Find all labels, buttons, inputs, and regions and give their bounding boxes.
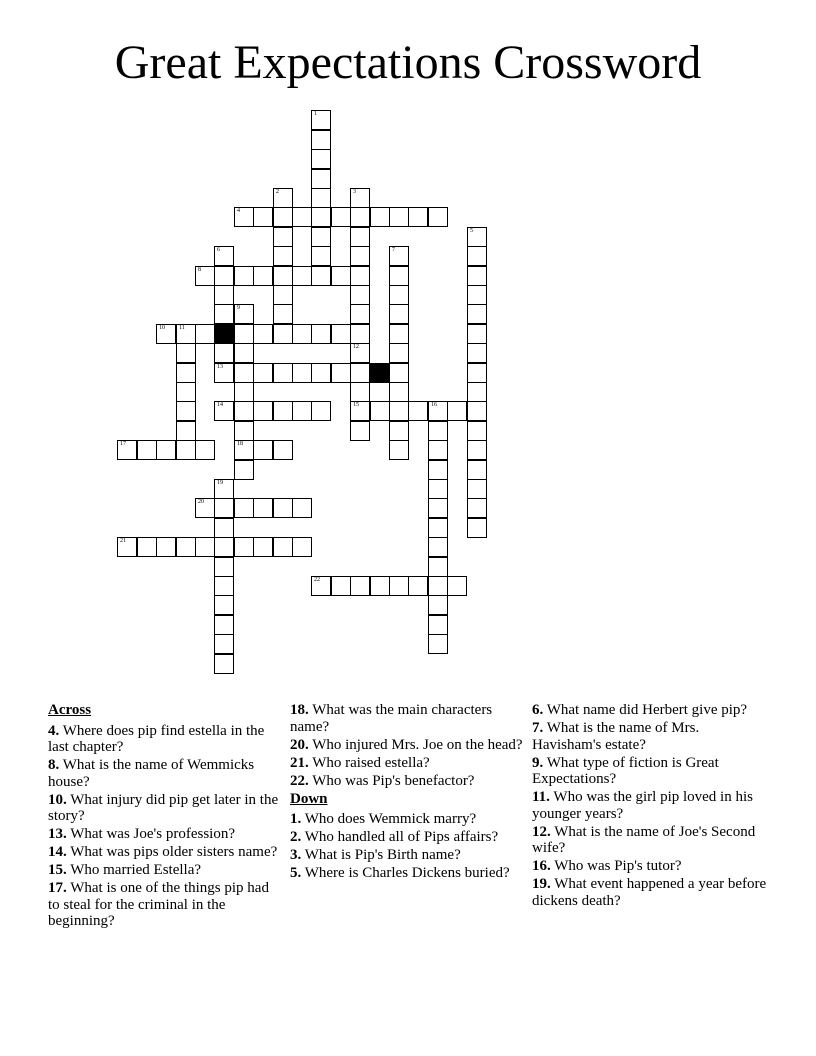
crossword-cell[interactable] [350, 382, 370, 402]
crossword-cell[interactable] [137, 537, 157, 557]
crossword-cell[interactable] [234, 363, 254, 383]
crossword-cell[interactable] [311, 576, 331, 596]
crossword-cell[interactable] [176, 343, 196, 363]
clue-number: 20. [290, 736, 309, 753]
clue-text: What type of fiction is Great Expectations? [532, 754, 719, 787]
crossword-cell[interactable] [214, 595, 234, 615]
clue-text: What is one of the things pip had to steal for the criminal in the beginning? [48, 880, 269, 929]
crossword-cell[interactable] [195, 537, 215, 557]
crossword-cell[interactable] [350, 285, 370, 305]
crossword-cell[interactable] [273, 246, 293, 266]
clues-column-2 [290, 702, 526, 883]
crossword-cell[interactable] [428, 557, 448, 577]
crossword-cell[interactable] [176, 382, 196, 402]
cell-number: 11 [179, 325, 185, 331]
cell-number: 13 [217, 364, 223, 370]
crossword-cell[interactable] [389, 440, 409, 460]
clue-down-16 [532, 858, 768, 875]
crossword-cell[interactable] [214, 304, 234, 324]
crossword-cell[interactable] [176, 363, 196, 383]
crossword-cell[interactable] [273, 363, 293, 383]
crossword-cell[interactable] [234, 382, 254, 402]
clue-number: 13. [48, 826, 67, 842]
clue-text: What was the main characters name? [290, 702, 493, 735]
crossword-cell[interactable] [292, 498, 312, 518]
clue-down-5 [290, 865, 526, 882]
crossword-cell[interactable] [214, 498, 234, 518]
clue-number: 21. [290, 754, 309, 771]
crossword-cell[interactable] [253, 498, 273, 518]
crossword-cell[interactable] [195, 324, 215, 344]
crossword-cell[interactable] [428, 479, 448, 499]
cell-number: 5 [470, 228, 473, 234]
clue-number: 15. [48, 862, 67, 878]
crossword-cell[interactable] [176, 440, 196, 460]
crossword-cell[interactable] [350, 343, 370, 363]
cell-number: 4 [237, 208, 240, 214]
clue-number: 22. [290, 772, 309, 789]
crossword-cell[interactable] [389, 363, 409, 383]
clue-down-2 [290, 829, 526, 846]
cell-number: 6 [217, 247, 220, 253]
clue-number: 10. [48, 791, 67, 808]
crossword-cell[interactable] [350, 207, 370, 227]
crossword-cell[interactable] [273, 401, 293, 421]
crossword-cell[interactable] [447, 401, 467, 421]
crossword-cell[interactable] [350, 304, 370, 324]
clue-across-20 [290, 737, 526, 754]
crossword-cell[interactable] [117, 537, 137, 557]
crossword-cell[interactable] [331, 576, 351, 596]
crossword-cell[interactable] [350, 246, 370, 266]
crossword-cell[interactable] [428, 518, 448, 538]
clue-across-14 [48, 844, 284, 861]
crossword-cell[interactable] [273, 207, 293, 227]
crossword-cell[interactable] [214, 615, 234, 635]
crossword-cell[interactable] [292, 324, 312, 344]
crossword-cell[interactable] [253, 363, 273, 383]
crossword-cell[interactable] [214, 576, 234, 596]
clue-down-7 [532, 720, 768, 753]
cell-number: 16 [431, 402, 437, 408]
crossword-cell[interactable] [467, 460, 487, 480]
crossword-cell[interactable] [253, 440, 273, 460]
crossword-cell[interactable] [389, 304, 409, 324]
crossword-cell[interactable] [176, 401, 196, 421]
crossword-cell[interactable] [253, 401, 273, 421]
crossword-cell[interactable] [428, 207, 448, 227]
clue-number: 18. [290, 702, 309, 718]
crossword-cell[interactable] [176, 537, 196, 557]
cell-number: 15 [353, 402, 359, 408]
crossword-cell[interactable] [273, 285, 293, 305]
crossword-cell[interactable] [331, 266, 351, 286]
clue-number: 3. [290, 847, 302, 863]
crossword-cell[interactable] [350, 266, 370, 286]
crossword-cell[interactable] [428, 634, 448, 654]
crossword-cell[interactable] [467, 479, 487, 499]
clue-text: Who handled all of Pips affairs? [304, 829, 499, 845]
black-cell [214, 324, 234, 344]
cell-number: 17 [120, 441, 126, 447]
clue-text: What is Pip's Birth name? [304, 847, 461, 863]
crossword-cell[interactable] [234, 440, 254, 460]
clue-text: What is the name of Mrs. Havisham's estate? [532, 720, 700, 753]
clue-across-10 [48, 792, 284, 825]
crossword-cell[interactable] [292, 207, 312, 227]
crossword-cell[interactable] [428, 595, 448, 615]
crossword-cell[interactable] [214, 518, 234, 538]
clue-across-18 [290, 702, 526, 735]
clue-text: Who was Pip's benefactor? [312, 772, 475, 789]
crossword-cell[interactable] [467, 227, 487, 247]
crossword-cell[interactable] [311, 169, 331, 189]
crossword-cell[interactable] [331, 324, 351, 344]
crossword-cell[interactable] [234, 460, 254, 480]
cell-number: 3 [353, 189, 356, 195]
cell-number: 14 [217, 402, 223, 408]
clue-down-9 [532, 755, 768, 788]
cell-number: 20 [198, 499, 204, 505]
clue-text: Who raised estella? [312, 754, 430, 771]
clue-text: What name did Herbert give pip? [546, 702, 748, 718]
clue-across-13 [48, 826, 284, 843]
clue-number: 17. [48, 880, 67, 896]
cell-number: 7 [392, 247, 395, 253]
clue-down-6 [532, 702, 768, 719]
crossword-cell[interactable] [428, 460, 448, 480]
crossword-cell[interactable] [311, 401, 331, 421]
crossword-cell[interactable] [214, 343, 234, 363]
clue-text: What injury did pip get later in the story? [48, 791, 279, 824]
clue-down-11 [532, 789, 768, 822]
crossword-cell[interactable] [195, 498, 215, 518]
crossword-cell[interactable] [234, 343, 254, 363]
cell-number: 8 [198, 267, 201, 273]
crossword-cell[interactable] [234, 421, 254, 441]
crossword-cell[interactable] [214, 363, 234, 383]
clue-number: 14. [48, 844, 67, 860]
crossword-cell[interactable] [214, 479, 234, 499]
clue-number: 5. [290, 865, 302, 881]
crossword-cell[interactable] [467, 518, 487, 538]
crossword-cell[interactable] [408, 207, 428, 227]
crossword-cell[interactable] [195, 440, 215, 460]
crossword-cell[interactable] [389, 266, 409, 286]
clue-text: Who does Wemmick marry? [304, 811, 477, 827]
cell-number: 21 [120, 538, 126, 544]
crossword-cell[interactable] [117, 440, 137, 460]
crossword-cell[interactable] [292, 363, 312, 383]
crossword-cell[interactable] [311, 227, 331, 247]
clues-column-3 [532, 702, 768, 911]
clue-down-12 [532, 824, 768, 857]
clue-text: What was pips older sisters name? [70, 844, 278, 860]
cell-number: 9 [237, 305, 240, 311]
crossword-cell[interactable] [311, 363, 331, 383]
crossword-cell[interactable] [214, 246, 234, 266]
crossword-cell[interactable] [467, 266, 487, 286]
crossword-cell[interactable] [350, 576, 370, 596]
clue-number: 19. [532, 876, 551, 892]
clue-number: 16. [532, 858, 551, 874]
clue-text: Where is Charles Dickens buried? [304, 865, 510, 881]
crossword-cell[interactable] [176, 421, 196, 441]
crossword-cell[interactable] [447, 576, 467, 596]
page-title: Great Expectations Crossword [114, 36, 702, 89]
crossword-cell[interactable] [428, 421, 448, 441]
crossword-cell[interactable] [389, 324, 409, 344]
clue-across-8 [48, 757, 284, 790]
crossword-cell[interactable] [350, 188, 370, 208]
cell-number: 2 [276, 189, 279, 195]
cell-number: 22 [314, 577, 320, 583]
crossword-cell[interactable] [273, 304, 293, 324]
crossword-cell[interactable] [234, 537, 254, 557]
crossword-cell[interactable] [428, 498, 448, 518]
crossword-cell[interactable] [234, 266, 254, 286]
crossword-cell[interactable] [311, 266, 331, 286]
crossword-cell[interactable] [234, 498, 254, 518]
crossword-cell[interactable] [389, 421, 409, 441]
crossword-cell[interactable] [370, 576, 390, 596]
crossword-cell[interactable] [350, 363, 370, 383]
crossword-cell[interactable] [156, 537, 176, 557]
across-heading: Across [48, 702, 92, 718]
crossword-cell[interactable] [350, 421, 370, 441]
crossword-cell[interactable] [214, 634, 234, 654]
crossword-cell[interactable] [428, 615, 448, 635]
clue-number: 6. [532, 702, 544, 718]
crossword-cell[interactable] [273, 227, 293, 247]
crossword-cell[interactable] [389, 576, 409, 596]
crossword-cell[interactable] [253, 537, 273, 557]
crossword-cell[interactable] [467, 285, 487, 305]
crossword-cell[interactable] [467, 363, 487, 383]
clue-text: Where does pip find estella in the last chapter? [48, 722, 265, 755]
cell-number: 19 [217, 480, 223, 486]
clues-column-1 [48, 702, 284, 931]
crossword-cell[interactable] [214, 285, 234, 305]
crossword-cell[interactable] [234, 304, 254, 324]
crossword-cell[interactable] [428, 440, 448, 460]
crossword-cell[interactable] [389, 343, 409, 363]
crossword-cell[interactable] [467, 498, 487, 518]
crossword-cell[interactable] [234, 324, 254, 344]
crossword-cell[interactable] [389, 285, 409, 305]
crossword-cell[interactable] [214, 557, 234, 577]
crossword-cell[interactable] [253, 207, 273, 227]
cell-number: 1 [314, 111, 317, 117]
clue-number: 2. [290, 829, 302, 845]
clue-number: 11. [532, 789, 550, 805]
crossword-cell[interactable] [467, 343, 487, 363]
crossword-cell[interactable] [467, 421, 487, 441]
crossword-cell[interactable] [408, 576, 428, 596]
crossword-cell[interactable] [408, 401, 428, 421]
crossword-cell[interactable] [331, 363, 351, 383]
crossword-cell[interactable] [214, 266, 234, 286]
crossword-cell[interactable] [214, 401, 234, 421]
clue-across-21 [290, 755, 526, 772]
crossword-cell[interactable] [389, 246, 409, 266]
crossword-cell[interactable] [214, 537, 234, 557]
crossword-cell[interactable] [234, 207, 254, 227]
crossword-cell[interactable] [292, 401, 312, 421]
clue-across-22 [290, 773, 526, 790]
crossword-cell[interactable] [292, 537, 312, 557]
clue-number: 9. [532, 754, 544, 771]
crossword-cell[interactable] [467, 246, 487, 266]
clue-text: What is the name of Joe's Second wife? [532, 823, 756, 856]
crossword-cell[interactable] [389, 207, 409, 227]
crossword-cell[interactable] [467, 401, 487, 421]
crossword-cell[interactable] [389, 382, 409, 402]
crossword-cell[interactable] [467, 304, 487, 324]
crossword-cell[interactable] [234, 401, 254, 421]
crossword-cell[interactable] [273, 188, 293, 208]
crossword-cell[interactable] [273, 440, 293, 460]
cell-number: 12 [353, 344, 359, 350]
crossword-cell[interactable] [176, 324, 196, 344]
crossword-cell[interactable] [273, 498, 293, 518]
clue-across-15 [48, 862, 284, 879]
clue-number: 7. [532, 720, 544, 736]
crossword-cell[interactable] [428, 537, 448, 557]
clue-text: Who married Estella? [70, 862, 202, 878]
crossword-cell[interactable] [137, 440, 157, 460]
crossword-cell[interactable] [273, 537, 293, 557]
crossword-cell[interactable] [195, 266, 215, 286]
clue-down-1 [290, 811, 526, 828]
clue-across-17 [48, 880, 284, 930]
clue-number: 4. [48, 722, 60, 739]
crossword-cell[interactable] [389, 401, 409, 421]
crossword-cell[interactable] [467, 324, 487, 344]
crossword-cell[interactable] [370, 401, 390, 421]
cell-number: 10 [159, 325, 165, 331]
crossword-cell[interactable] [428, 401, 448, 421]
crossword-cell[interactable] [311, 207, 331, 227]
clue-across-4 [48, 723, 284, 756]
crossword-cell[interactable] [370, 207, 390, 227]
crossword-cell[interactable] [292, 266, 312, 286]
clue-down-19 [532, 876, 768, 909]
clue-text: Who was the girl pip loved in his younger years? [532, 789, 753, 822]
crossword-cell[interactable] [350, 227, 370, 247]
clue-text: What was Joe's profession? [70, 826, 235, 842]
crossword-cell[interactable] [156, 440, 176, 460]
crossword-cell[interactable] [273, 324, 293, 344]
crossword-cell[interactable] [350, 324, 370, 344]
clue-text: Who was Pip's tutor? [554, 858, 682, 874]
crossword-cell[interactable] [350, 401, 370, 421]
crossword-cell[interactable] [467, 382, 487, 402]
clue-text: Who injured Mrs. Joe on the head? [312, 736, 523, 753]
clue-text: What is the name of Wemmicks house? [48, 757, 255, 790]
crossword-cell[interactable] [311, 324, 331, 344]
crossword-cell[interactable] [253, 266, 273, 286]
clue-number: 8. [48, 757, 60, 773]
crossword-cell[interactable] [467, 440, 487, 460]
crossword-cell[interactable] [428, 576, 448, 596]
crossword-cell[interactable] [311, 188, 331, 208]
clue-down-3 [290, 847, 526, 864]
crossword-cell[interactable] [331, 207, 351, 227]
down-heading: Down [290, 790, 328, 807]
clue-number: 12. [532, 823, 551, 840]
crossword-cell[interactable] [311, 149, 331, 169]
crossword-cell[interactable] [311, 130, 331, 150]
crossword-cell[interactable] [311, 246, 331, 266]
crossword-cell[interactable] [214, 654, 234, 674]
clue-number: 1. [290, 811, 302, 827]
clue-text: What event happened a year before dickens death? [532, 876, 767, 909]
crossword-cell[interactable] [253, 324, 273, 344]
cell-number: 18 [237, 441, 243, 447]
black-cell [370, 363, 390, 383]
crossword-cell[interactable] [311, 110, 331, 130]
crossword-cell[interactable] [273, 266, 293, 286]
crossword-cell[interactable] [156, 324, 176, 344]
